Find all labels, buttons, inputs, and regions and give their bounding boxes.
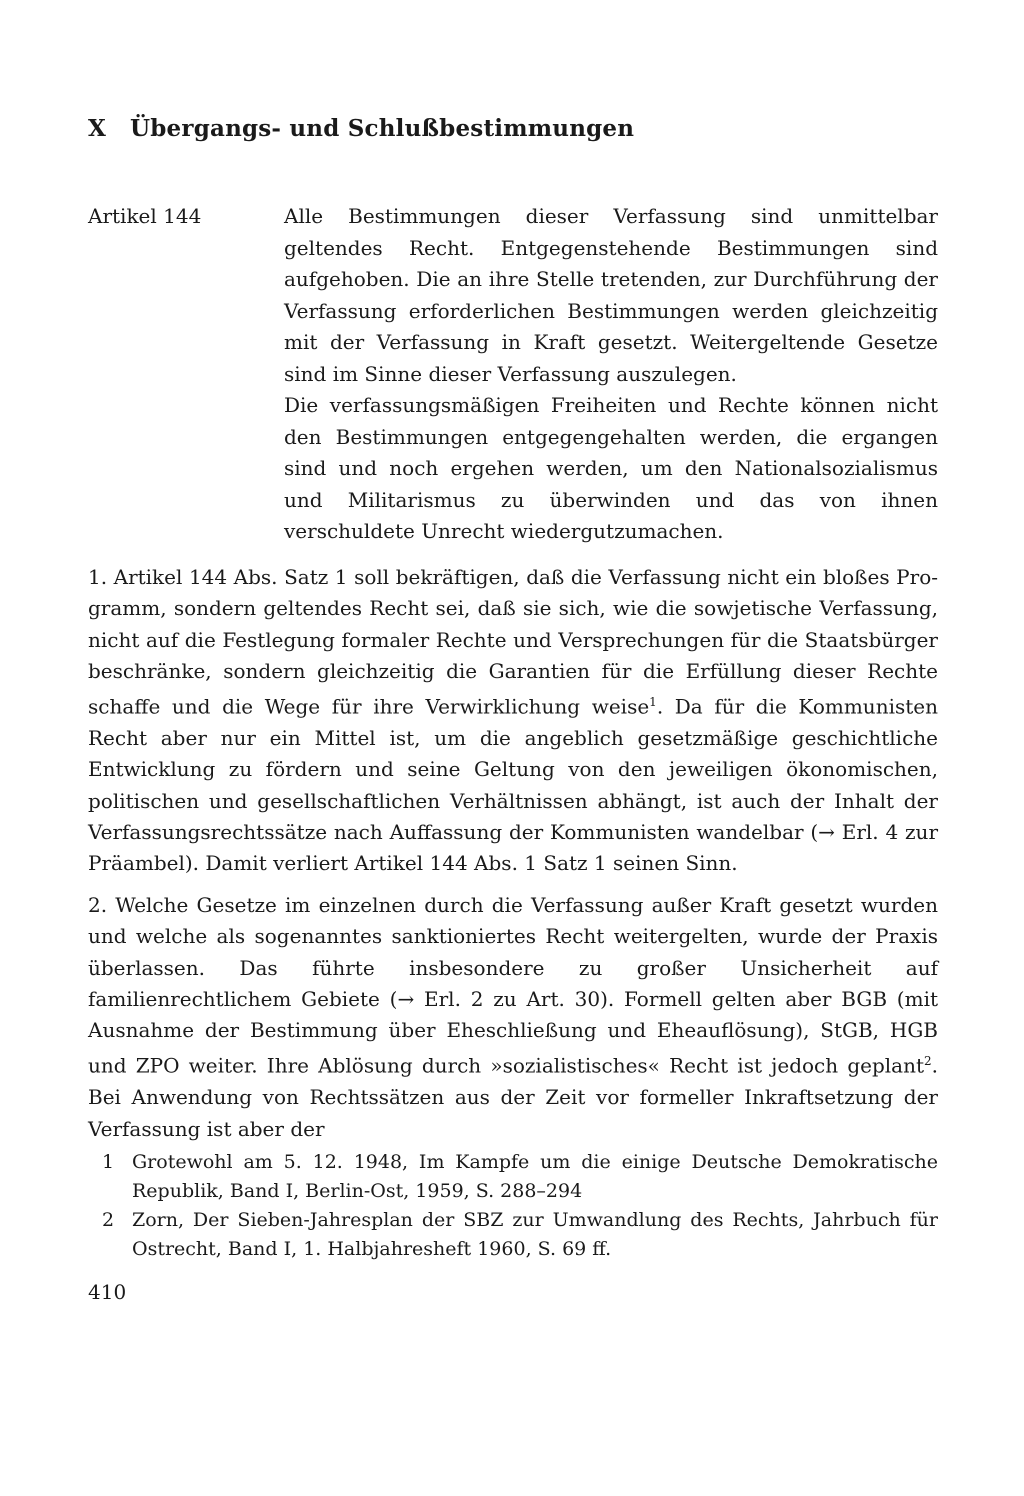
commentary-paragraph-1 bbox=[88, 562, 938, 880]
commentary-2-text-a: 2. Welche Gesetze im einzelnen durch die Verfassung außer Kraft gesetzt wurden und welche als sogenanntes sanktioniertes Recht weitergelten, wurde der Praxis überlassen. Das führte insbesondere zu großer Unsicherheit auf familienrechtlichem Gebiete (→ Erl. 2 zu Art. 30). Formell gelten aber BGB (mit Ausnahme der Bestimmung über Eheschließung und Eheauflösung), StGB, HGB und ZPO weiter. Ihre Ablösung durch »sozialistisches« Recht ist jedoch geplant bbox=[88, 893, 938, 1079]
footnote-2 bbox=[88, 1206, 938, 1263]
commentary-1-text-a: 1. Artikel 144 Abs. Satz 1 soll bekräftigen, daß die Verfassung nicht ein bloßes Programm, sondern geltendes Recht sei, daß sie sich, wie die sowjetische Verfassung, nicht auf die Festlegung formaler Rechte und Versprechungen für die Staatsbürger beschränke, sondern gleichzeitig die Garantien für die Erfüllung dieser Rechte schaffe und die Wege für ihre Verwirklichung weise bbox=[88, 565, 938, 719]
footnote-1 bbox=[88, 1148, 938, 1205]
chapter-number: X bbox=[88, 115, 107, 142]
chapter-title: Übergangs- und Schlußbestimmungen bbox=[130, 115, 635, 142]
article-label: Artikel 144 bbox=[88, 204, 202, 228]
article-text bbox=[284, 201, 938, 548]
commentary-paragraph-2 bbox=[88, 890, 938, 1145]
chapter-heading bbox=[88, 115, 948, 142]
commentary-1-text-b: . Da für die Kommunisten Recht aber nur ein Mittel ist, um die angeblich gesetzmäßige geschichtliche Entwicklung zu fördern und seine Geltung von den jeweiligen ökonomischen, politischen und gesellschaftlichen Verhältnissen abhängt, ist auch der Inhalt der Verfassungsrechtssätze nach Auffassung der Kommunisten wandelbar (→ Erl. 4 zur Präambel). Damit verliert Artikel 144 Abs. 1 Satz 1 seinen Sinn. bbox=[88, 694, 938, 876]
footnote-1-text: Grotewohl am 5. 12. 1948, Im Kampfe um die einige Deutsche Demokratische Republik, Band I, Berlin-Ost, 1959, S. 288–294 bbox=[132, 1151, 938, 1202]
footnote-ref-2: 2 bbox=[924, 1054, 932, 1069]
article-paragraph-2: Die verfassungsmäßigen Freiheiten und Rechte können nicht den Bestimmungen entgegengehalten werden, die ergangen sind und noch ergehen werden, um den Nationalsozialismus und Militarismus zu überwinden und das von ihnen verschuldete Unrecht wiedergutzumachen. bbox=[284, 393, 938, 543]
footnote-2-text: Zorn, Der Sieben-Jahresplan der SBZ zur Umwandlung des Rechts, Jahrbuch für Ostrecht, Band I, 1. Halbjahresheft 1960, S. 69 ff. bbox=[132, 1209, 938, 1260]
footnote-1-number: 1 bbox=[102, 1151, 115, 1173]
footnotes bbox=[88, 1148, 938, 1264]
page-number: 410 bbox=[88, 1280, 127, 1304]
commentary-2-text-b: . Bei Anwendung von Rechtssätzen aus der Zeit vor formeller Inkraftsetzung der Verfassung ist aber der bbox=[88, 1054, 938, 1141]
article-paragraph-1: Alle Bestimmungen dieser Verfassung sind unmittelbar geltendes Recht. Entgegenstehende Bestimmungen sind aufgehoben. Die an ihre Stelle tretenden, zur Durchführung der Verfassung erforderlichen Bestimmungen werden gleichzeitig mit der Verfassung in Kraft gesetzt. Weitergeltende Gesetze sind im Sinne dieser Verfassung auszulegen. bbox=[284, 204, 938, 386]
footnote-ref-1: 1 bbox=[649, 695, 657, 710]
footnote-2-number: 2 bbox=[102, 1209, 115, 1231]
